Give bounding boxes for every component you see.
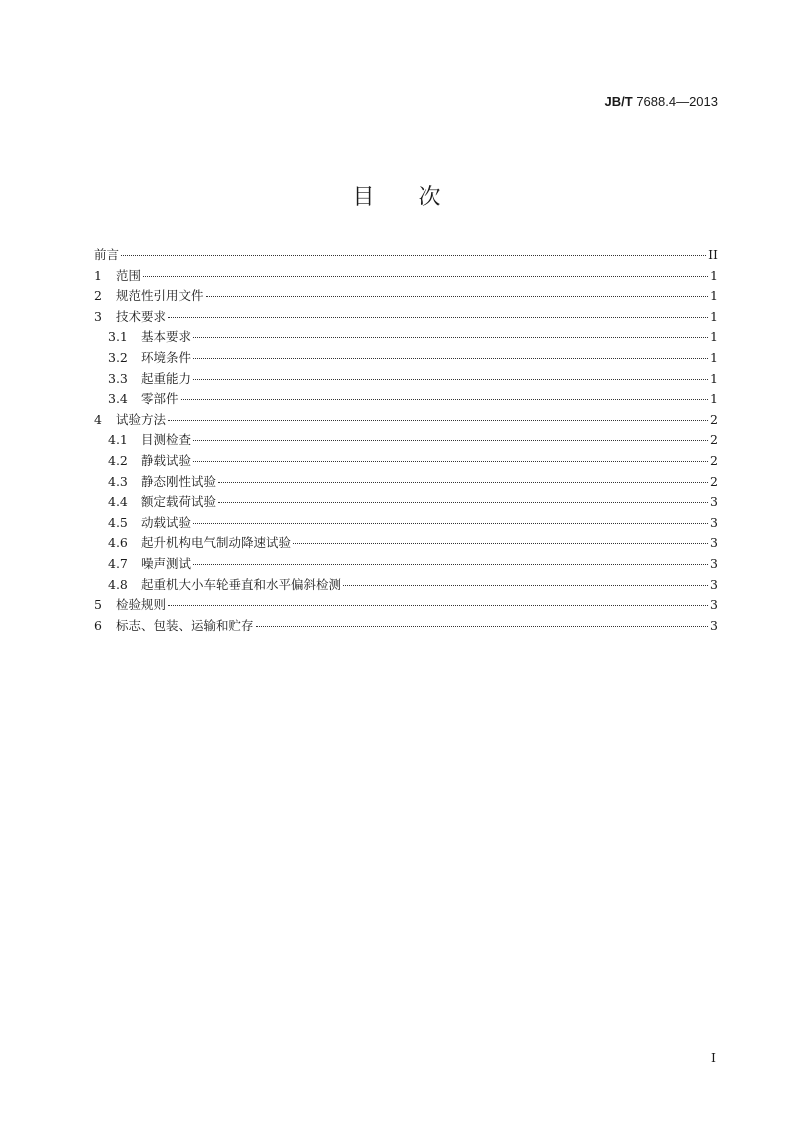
toc-entry[interactable]	[94, 451, 718, 472]
toc-dot-leader	[193, 439, 708, 441]
toc-entry-page: 1	[710, 370, 718, 386]
toc-entry-label: 范围	[116, 267, 142, 283]
toc-dot-leader	[143, 275, 708, 277]
toc-entry-page: 1	[710, 329, 718, 345]
toc-entry-page: II	[708, 247, 718, 262]
toc-entry-number: 1	[94, 267, 102, 283]
toc-entry-page: 3	[710, 514, 718, 530]
toc-entry[interactable]	[94, 307, 718, 328]
toc-dot-leader	[193, 378, 708, 380]
toc-entry-number: 3.3	[108, 370, 128, 386]
toc-entry-number: 3.2	[108, 349, 128, 365]
toc-entry-label: 规范性引用文件	[116, 288, 204, 304]
toc-entry-label: 噪声测试	[141, 555, 192, 571]
toc-entry[interactable]	[94, 533, 718, 554]
toc-entry-page: 3	[710, 617, 718, 633]
toc-entry-number: 3.1	[108, 329, 128, 345]
toc-entry-number: 4.7	[108, 555, 128, 571]
toc-entry-number: 3.4	[108, 391, 128, 407]
toc-entry-number: 4.3	[108, 473, 128, 489]
toc-dot-leader	[193, 460, 708, 462]
toc-dot-leader	[218, 481, 708, 483]
toc-entry-label: 试验方法	[116, 411, 167, 427]
toc-entry[interactable]	[94, 472, 718, 493]
toc-entry-number: 4	[94, 411, 102, 427]
toc-dot-leader	[343, 584, 708, 586]
toc-entry-number: 4.4	[108, 494, 128, 510]
toc-entry[interactable]	[94, 554, 718, 575]
toc-entry-number: 4.5	[108, 514, 128, 530]
toc-entry[interactable]	[94, 245, 718, 266]
toc-dot-leader	[193, 522, 708, 524]
toc-entry[interactable]	[94, 286, 718, 307]
toc-entry-label: 起重能力	[141, 370, 192, 386]
toc-entry-label: 静态刚性试验	[141, 473, 217, 489]
toc-entry-page: 3	[710, 576, 718, 592]
toc-entry-label: 标志、包装、运输和贮存	[116, 617, 254, 633]
standard-number: 7688.4—2013	[636, 94, 718, 109]
standard-code	[605, 94, 718, 109]
toc-entry-page: 1	[710, 308, 718, 324]
toc-entry[interactable]	[94, 595, 718, 616]
toc-entry-page: 2	[710, 432, 718, 448]
toc-entry[interactable]	[94, 327, 718, 348]
toc-entry[interactable]	[94, 266, 718, 287]
toc-entry-label: 静载试验	[141, 452, 192, 468]
toc-entry-label: 起升机构电气制动降速试验	[141, 535, 292, 551]
toc-entry-label: 动载试验	[141, 514, 192, 530]
toc-dot-leader	[168, 316, 708, 318]
toc-dot-leader	[121, 254, 706, 256]
page-number: I	[711, 1050, 716, 1065]
page-title: 目次	[352, 185, 485, 210]
toc-entry-number: 3	[94, 308, 102, 324]
toc-entry-number: 4.2	[108, 452, 128, 468]
toc-entry[interactable]	[94, 410, 718, 431]
toc-entry[interactable]	[94, 575, 718, 596]
toc-dot-leader	[168, 419, 708, 421]
toc-dot-leader	[293, 542, 708, 544]
toc-entry[interactable]	[94, 492, 718, 513]
toc-dot-leader	[181, 398, 709, 400]
toc-entry[interactable]	[94, 389, 718, 410]
toc-entry-label: 基本要求	[141, 329, 192, 345]
standard-prefix: JB/T	[604, 94, 633, 109]
toc-entry-number: 6	[94, 617, 102, 633]
toc-entry-label: 前言	[94, 247, 120, 262]
toc-entry-number: 4.8	[108, 576, 128, 592]
toc-dot-leader	[218, 501, 708, 503]
toc-entry-label: 起重机大小车轮垂直和水平偏斜检测	[141, 576, 342, 592]
toc-entry-label: 环境条件	[141, 349, 192, 365]
toc-entry-page: 3	[710, 535, 718, 551]
toc-entry[interactable]	[94, 430, 718, 451]
toc-entry[interactable]	[94, 513, 718, 534]
toc-entry-page: 3	[710, 555, 718, 571]
toc-entry-label: 检验规则	[116, 597, 167, 613]
toc-entry-page: 3	[710, 597, 718, 613]
toc-entry-number: 2	[94, 288, 102, 304]
toc-dot-leader	[206, 295, 709, 297]
toc-entry-label: 技术要求	[116, 308, 167, 324]
toc-entry[interactable]	[94, 616, 718, 637]
toc-entry-label: 零部件	[141, 391, 179, 407]
toc-dot-leader	[193, 357, 708, 359]
toc-entry-number: 4.1	[108, 432, 128, 448]
toc-entry-page: 1	[710, 288, 718, 304]
toc-entry-number: 5	[94, 597, 102, 613]
table-of-contents	[94, 245, 718, 636]
toc-entry-label: 目测检查	[141, 432, 192, 448]
toc-entry-page: 2	[710, 411, 718, 427]
toc-dot-leader	[193, 563, 708, 565]
toc-entry-page: 3	[710, 494, 718, 510]
toc-dot-leader	[193, 336, 708, 338]
toc-dot-leader	[168, 604, 708, 606]
toc-entry-page: 1	[710, 267, 718, 283]
toc-entry-page: 2	[710, 473, 718, 489]
toc-entry-page: 1	[710, 391, 718, 407]
toc-entry-label: 额定载荷试验	[141, 494, 217, 510]
toc-entry-number: 4.6	[108, 535, 128, 551]
toc-entry[interactable]	[94, 369, 718, 390]
toc-entry[interactable]	[94, 348, 718, 369]
toc-entry-page: 1	[710, 349, 718, 365]
toc-entry-page: 2	[710, 452, 718, 468]
toc-dot-leader	[256, 625, 709, 627]
